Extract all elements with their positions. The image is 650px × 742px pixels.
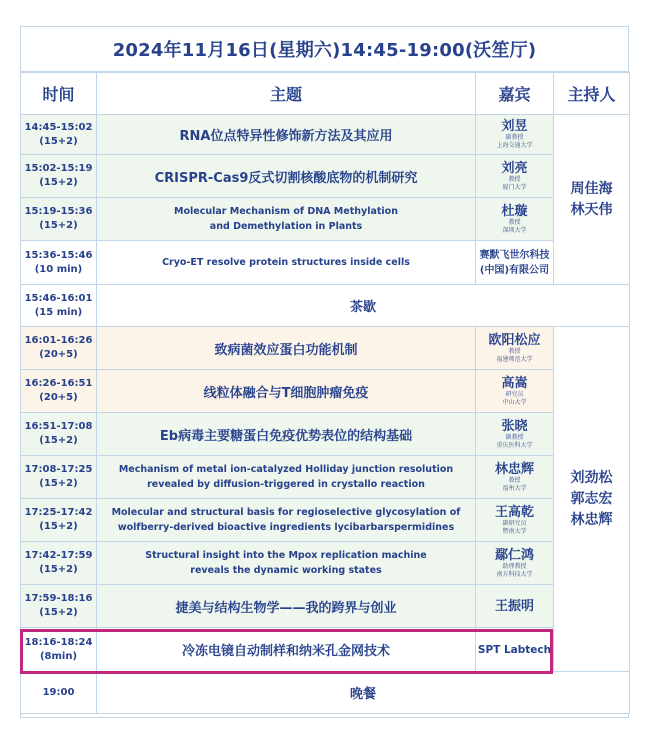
- speaker-name: 杜璇: [501, 203, 528, 219]
- speaker-cell: [476, 413, 554, 456]
- time-cell: [21, 370, 97, 413]
- duration: (15+2): [39, 607, 78, 618]
- speaker-org: 暨南大学: [502, 527, 527, 535]
- time-range: 16:51-17:08: [24, 421, 93, 432]
- speaker-name: 王振明: [494, 598, 534, 614]
- time-cell: [21, 115, 97, 155]
- duration: (15+2): [39, 135, 78, 147]
- table-row: [21, 628, 630, 672]
- speaker-name: 张晓: [501, 418, 528, 434]
- host-cell: [554, 115, 630, 285]
- speaker-name: 刘昱: [501, 119, 528, 134]
- time-cell: [21, 413, 97, 456]
- break-cell: 茶歇: [97, 285, 630, 327]
- duration: (15+2): [39, 435, 78, 446]
- duration: (15+2): [39, 478, 78, 489]
- host-name: 郭志宏: [570, 490, 613, 507]
- speaker-cell: [476, 370, 554, 413]
- duration: (15+2): [39, 220, 78, 231]
- topic-cell: [97, 499, 476, 542]
- time-range: 17:59-18:16: [24, 593, 93, 604]
- topic-cell: RNA位点特异性修饰新方法及其应用: [97, 115, 476, 155]
- speaker-title: 教授: [508, 347, 521, 355]
- speaker-cell: [476, 155, 554, 198]
- host-cell: [554, 327, 630, 672]
- speaker-title: 副研究员: [502, 519, 527, 527]
- table-row: [21, 198, 630, 241]
- speaker-title: 研究员: [505, 390, 524, 398]
- topic-cell: Cryo-ET resolve protein structures inside cells: [97, 241, 476, 285]
- speaker-cell: [476, 499, 554, 542]
- speaker-name: 刘亮: [501, 160, 528, 176]
- topic-cell: [97, 542, 476, 585]
- table-row: [21, 499, 630, 542]
- speaker-cell: [476, 115, 554, 155]
- col-header-speaker: 嘉宾: [476, 73, 554, 115]
- time-range: 14:45-15:02: [24, 121, 93, 133]
- time-range: 16:26-16:51: [24, 378, 93, 389]
- table-row: [21, 241, 630, 285]
- topic-line: Mechanism of metal ion-catalyzed Holliday junction resolution: [118, 464, 454, 475]
- host-name: 刘劲松: [570, 469, 613, 486]
- duration: (20+5): [39, 349, 78, 360]
- duration: (20+5): [39, 392, 78, 403]
- speaker-title: 教授: [508, 218, 521, 226]
- time-cell: [21, 672, 97, 714]
- time-range: 19:00: [42, 686, 75, 698]
- speaker-name: 高嵩: [501, 375, 528, 391]
- speaker-title: 副教授: [505, 134, 524, 141]
- time-cell: [21, 542, 97, 585]
- time-cell: [21, 456, 97, 499]
- col-header-time: 时间: [21, 73, 97, 115]
- speaker-cell: [476, 241, 554, 285]
- table-row: [21, 413, 630, 456]
- topic-line: revealed by diffusion-triggered in crystallo reaction: [147, 479, 425, 490]
- schedule-title: 2024年11月16日(星期六)14:45-19:00(沃笙厅): [20, 26, 629, 72]
- header-row: [21, 73, 630, 115]
- time-cell: [21, 285, 97, 327]
- speaker-org: 上海交通大学: [496, 142, 533, 149]
- topic-cell: 冷冻电镜自动制样和纳米孔金网技术: [97, 628, 476, 672]
- speaker-org: 中山大学: [502, 398, 527, 406]
- col-header-host: 主持人: [554, 73, 630, 115]
- duration: (8min): [39, 650, 78, 662]
- speaker-cell: [476, 327, 554, 370]
- time-cell: [21, 198, 97, 241]
- duration: (10 min): [34, 263, 83, 275]
- table-row: [21, 370, 630, 413]
- table-row: [21, 155, 630, 198]
- speaker-org: 福州大学: [502, 484, 527, 492]
- speaker-name: 王高乾: [494, 504, 534, 520]
- table-row: [21, 585, 630, 628]
- time-cell: [21, 155, 97, 198]
- table-row: [21, 542, 630, 585]
- topic-line: Molecular Mechanism of DNA Methylation: [174, 206, 398, 217]
- duration: (15 min): [34, 306, 83, 318]
- time-cell: [21, 241, 97, 285]
- topic-line: and Demethylation in Plants: [209, 221, 363, 232]
- speaker-org: 南方科技大学: [496, 570, 533, 578]
- host-name: 周佳海: [570, 180, 613, 197]
- company-name: 赛默飞世尔科技: [479, 249, 550, 261]
- time-range: 16:01-16:26: [24, 335, 93, 346]
- topic-line: Structural insight into the Mpox replication machine: [145, 550, 427, 561]
- speaker-title: 教授: [508, 175, 521, 183]
- speaker-org: 福建师范大学: [496, 355, 533, 363]
- time-cell: [21, 327, 97, 370]
- speaker-cell: [476, 198, 554, 241]
- time-range: 15:36-15:46: [24, 249, 93, 261]
- time-cell: [21, 628, 97, 672]
- time-range: 15:02-15:19: [24, 163, 93, 174]
- table-row: [21, 285, 630, 327]
- speaker-title: 副教授: [505, 433, 524, 441]
- col-header-topic: 主题: [97, 73, 476, 115]
- duration: (15+2): [39, 564, 78, 575]
- time-range: 15:19-15:36: [24, 206, 93, 217]
- topic-line: Molecular and structural basis for regioselective glycosylation of: [111, 507, 461, 518]
- schedule-table: [20, 72, 630, 714]
- table-row: [21, 115, 630, 155]
- time-range: 17:42-17:59: [24, 550, 93, 561]
- topic-cell: [97, 198, 476, 241]
- speaker-name: 林忠辉: [494, 461, 534, 477]
- topic-cell: 致病菌效应蛋白功能机制: [97, 327, 476, 370]
- topic-cell: CRISPR-Cas9反式切割核酸底物的机制研究: [97, 155, 476, 198]
- table-row: [21, 456, 630, 499]
- speaker-cell: [476, 542, 554, 585]
- table-row: [21, 672, 630, 714]
- dinner-cell: 晚餐: [97, 672, 630, 714]
- topic-cell: Eb病毒主要糖蛋白免疫优势表位的结构基础: [97, 413, 476, 456]
- speaker-title: 助理教授: [502, 562, 527, 570]
- speaker-cell: [476, 585, 554, 628]
- host-name: 林天伟: [570, 201, 613, 218]
- table-row: [21, 327, 630, 370]
- topic-line: reveals the dynamic working states: [190, 565, 382, 576]
- topic-cell: 线粒体融合与T细胞肿瘤免疫: [97, 370, 476, 413]
- duration: (15+2): [39, 521, 78, 532]
- speaker-org: 深圳大学: [502, 226, 527, 234]
- topic-cell: 捷美与结构生物学——我的跨界与创业: [97, 585, 476, 628]
- time-range: 18:16-18:24: [24, 636, 93, 648]
- time-range: 15:46-16:01: [24, 292, 93, 304]
- topic-line: wolfberry-derived bioactive ingredients lycibarbarspermidines: [117, 522, 455, 533]
- speaker-cell: [476, 456, 554, 499]
- speaker-name: 鄢仁鸿: [494, 547, 534, 563]
- company-cell: SPT Labtech: [476, 628, 554, 672]
- speaker-title: 教授: [508, 476, 521, 484]
- host-name: 林忠辉: [570, 511, 613, 528]
- company-name: (中国)有限公司: [479, 264, 550, 276]
- time-range: 17:08-17:25: [24, 464, 93, 475]
- time-cell: [21, 585, 97, 628]
- time-cell: [21, 499, 97, 542]
- time-range: 17:25-17:42: [24, 507, 93, 518]
- topic-cell: [97, 456, 476, 499]
- speaker-org: 厦门大学: [502, 183, 527, 191]
- speaker-org: 重庆医科大学: [496, 441, 533, 449]
- speaker-name: 欧阳松应: [488, 332, 541, 348]
- duration: (15+2): [39, 177, 78, 188]
